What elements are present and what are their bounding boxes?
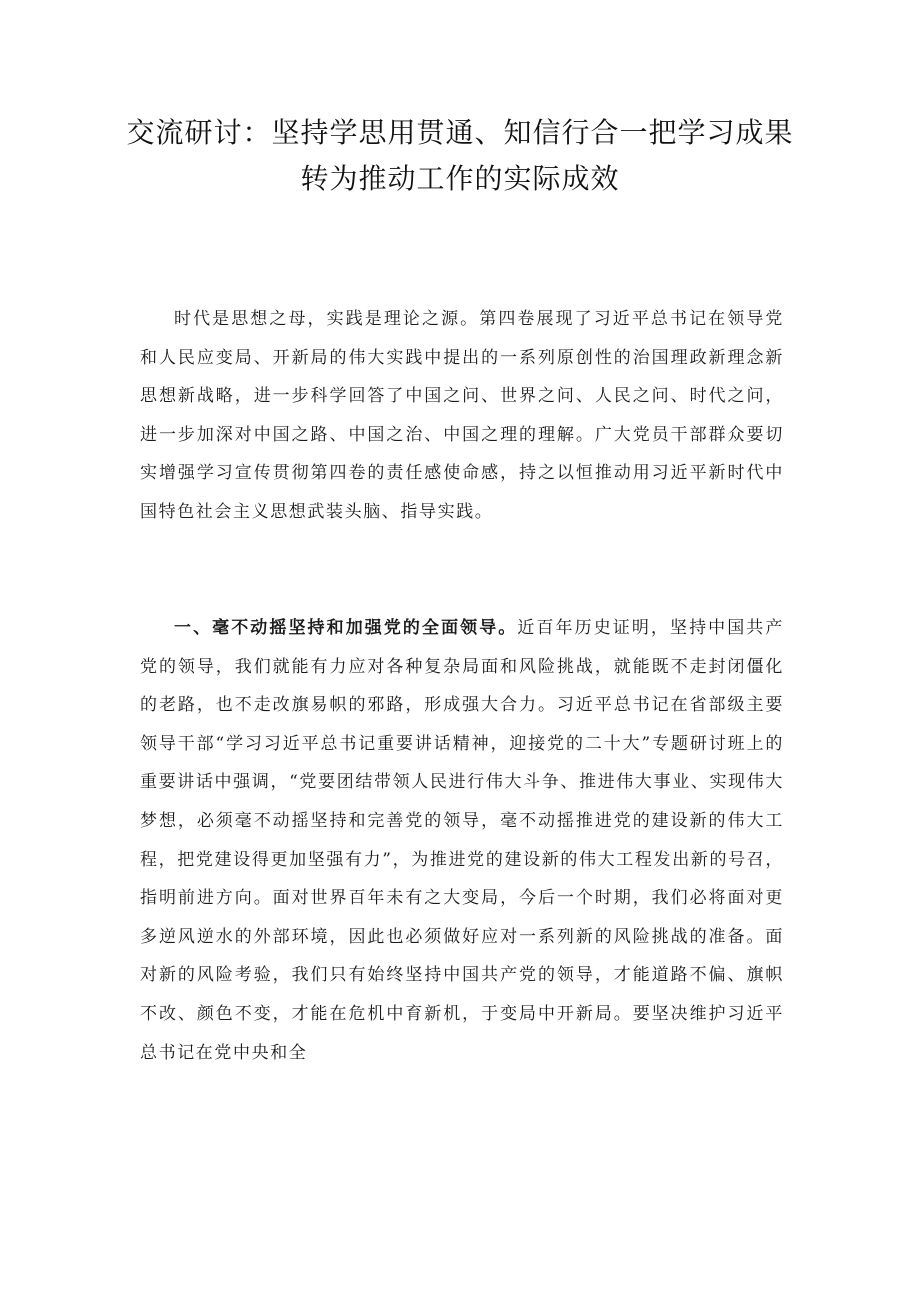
- intro-paragraph: 时代是思想之母，实践是理论之源。第四卷展现了习近平总书记在领导党和人民应变局、开新局的伟大实践中提出的一系列原创性的治国理政新理念新思想新战略，进一步科学回答了中国之问、世界之问、人民之问、时代之问，进一步加深对中国之路、中国之治、中国之理的理解。广大党员干部群众要切实增强学习宣传贯彻第四卷的责任感使命感，持之以恒推动用习近平新时代中国特色社会主义思想武装头脑、指导实践。: [140, 309, 784, 522]
- section-1-paragraph: [140, 609, 784, 1072]
- title-line-1: 交流研讨：坚持学思用贯通、知信行合一把学习成果: [126, 116, 794, 149]
- section-1-body: 近百年历史证明，坚持中国共产党的领导，我们就能有力应对各种复杂局面和风险挑战，就能既不走封闭僵化的老路，也不走改旗易帜的邪路，形成强大合力。习近平总书记在省部级主要领导干部“学习习近平总书记重要讲话精神，迎接党的二十大”专题研讨班上的重要讲话中强调，“党要团结带领人民进行伟大斗争、推进伟大事业、实现伟大梦想，必须毫不动摇坚持和完善党的领导，毫不动摇推进党的建设新的伟大工程，把党建设得更加坚强有力”，为推进党的建设新的伟大工程发出新的号召，指明前进方向。面对世界百年未有之大变局，今后一个时期，我们必将面对更多逆风逆水的外部环境，因此也必须做好应对一系列新的风险挑战的准备。面对新的风险考验，我们只有始终坚持中国共产党的领导，才能道路不偏、旗帜不改、颜色不变，才能在危机中育新机，于变局中开新局。要坚决维护习近平总书记在党中央和全: [140, 618, 784, 1063]
- section-1-heading: 一、毫不动摇坚持和加强党的全面领导。: [174, 618, 518, 638]
- title-line-2: 转为推动工作的实际成效: [300, 162, 620, 195]
- document-title: [100, 110, 820, 202]
